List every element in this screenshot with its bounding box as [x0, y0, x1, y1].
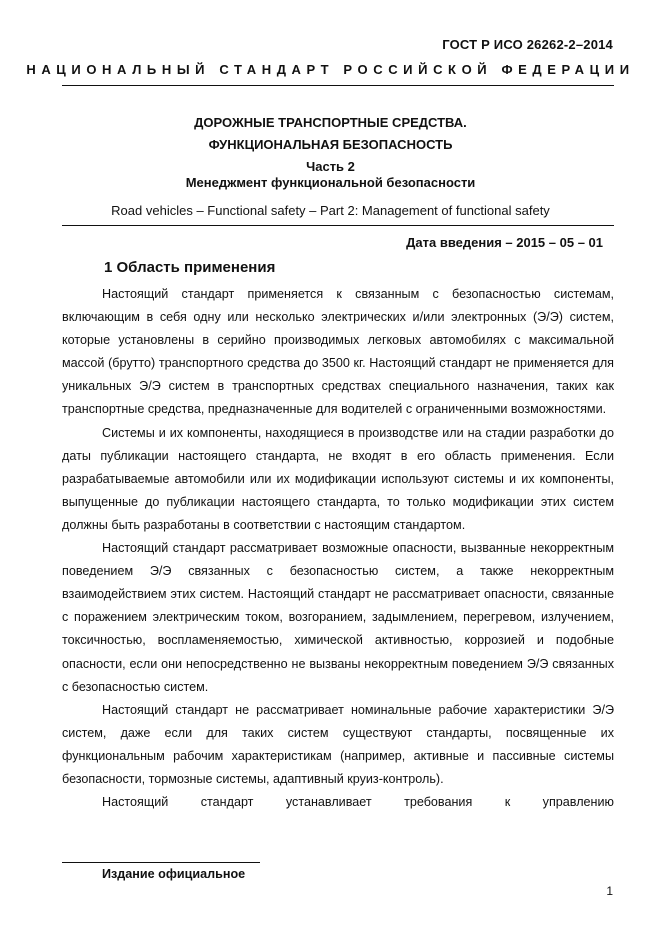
part-label: Часть 2 — [306, 159, 355, 174]
introduction-date: Дата введения – 2015 – 05 – 01 — [406, 235, 603, 250]
paragraph: Настоящий стандарт не рассматривает номинальные рабочие характеристики Э/Э систем, даже если для таких систем существуют стандарты, посвященные их функциональным рабочим характеристикам (например, активные и пассивные системы безопасности, тормозные системы, адаптивный круиз-контроль). — [62, 702, 614, 786]
document-code: ГОСТ Р ИСО 26262-2–2014 — [442, 37, 613, 52]
document-title-line-2: ФУНКЦИОНАЛЬНАЯ БЕЗОПАСНОСТЬ — [208, 137, 453, 152]
title-block — [0, 112, 661, 191]
document-title-line-1: ДОРОЖНЫЕ ТРАНСПОРТНЫЕ СРЕДСТВА. — [194, 115, 467, 130]
section-body — [62, 283, 614, 814]
edition-label: Издание официальное — [102, 867, 246, 881]
paragraph: Настоящий стандарт устанавливает требования к управлению — [102, 795, 614, 810]
footer-divider — [62, 862, 260, 863]
paragraph: Настоящий стандарт применяется к связанным с безопасностью системам, включающим в себя одну или несколько электрических и/или электронных (Э/Э) систем, которые установлены в серийно производимых легковых автомобилях с максимальной массой (брутто) транспортного средства до 3500 кг. Настоящий стандарт не применяется для уникальных Э/Э систем в транспортных средствах специального назначения, таких как транспортные средства, предназначенные для водителей с ограниченными возможностями. — [62, 287, 614, 417]
national-standard-title: НАЦИОНАЛЬНЫЙ СТАНДАРТ РОССИЙСКОЙ ФЕДЕРАЦИИ — [26, 62, 635, 77]
paragraph: Системы и их компоненты, находящиеся в производстве или на стадии разработки до даты публикации настоящего стандарта, не входят в его область применения. Если разрабатываемые автомобили или их модификации используют системы и их компоненты, выпущенные до публикации настоящего стандарта, то только модификации этих систем должны быть разработаны в соответствии с настоящим стандартом. — [62, 425, 614, 532]
page-number: 1 — [606, 884, 613, 898]
paragraph: Настоящий стандарт рассматривает возможные опасности, вызванные некорректным поведением Э/Э связанных с безопасностью систем, а также некорректным взаимодействием этих систем. Настоящий стандарт не рассматривает опасности, связанные с поражением электрическим током, возгоранием, задымлением, перегревом, излучением, токсичностью, воспламеняемостью, химической активностью, коррозией и подобные опасности, если они непосредственно не вызваны некорректным поведением Э/Э связанных с безопасностью систем. — [62, 541, 614, 694]
header-divider — [62, 85, 614, 86]
english-title: Road vehicles – Functional safety – Part 2: Management of functional safety — [111, 203, 550, 218]
section-heading: 1 Область применения — [104, 259, 276, 276]
part-title: Менеджмент функциональной безопасности — [185, 175, 476, 190]
title-divider — [62, 225, 614, 226]
